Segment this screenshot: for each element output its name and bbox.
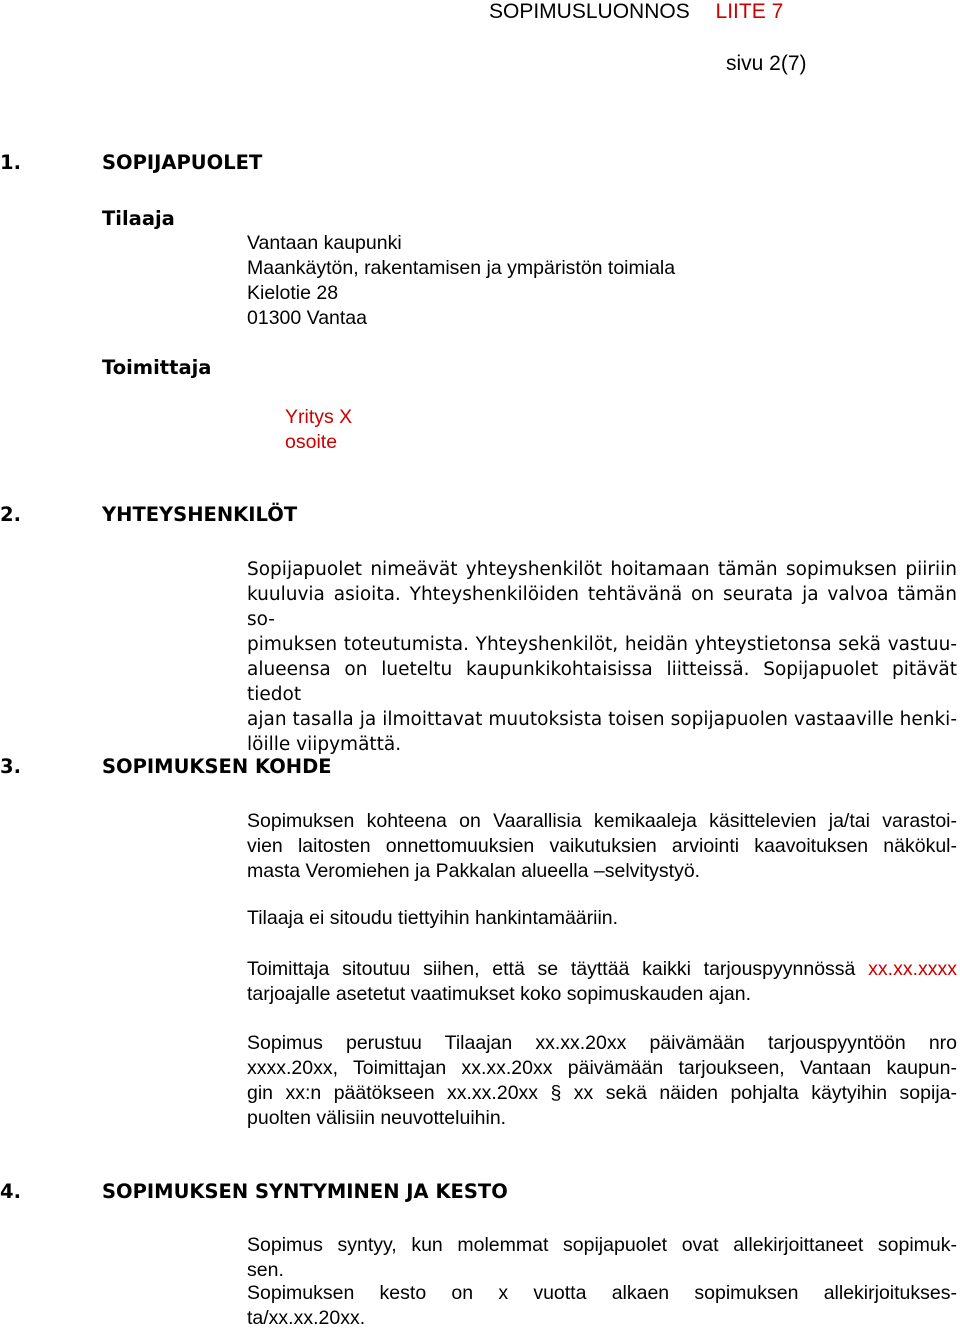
text-line: ajan tasalla ja ilmoittavat muutoksista toisen sopijapuolen vastaaville henki- — [247, 709, 957, 730]
text-segment: Toimittaja sitoutuu siihen, että se täyttää kaikki tarjouspyynnössä — [247, 958, 856, 980]
text-line: tarjoajalle asetetut vaatimukset koko sopimuskauden ajan. — [247, 983, 752, 1005]
text-line: gin xx:n päätökseen xx.xx.20xx § xx sekä näiden pohjalta käytyihin sopija- — [247, 1082, 957, 1104]
text-line: löille viipymättä. — [247, 734, 402, 755]
section-3-paragraph-2 — [247, 906, 957, 931]
section-2-title: YHTEYSHENKILÖT — [102, 503, 298, 526]
section-3-paragraph-3 — [247, 957, 957, 1007]
text-line: xxxx.20xx, Toimittajan xx.xx.20xx päivämään tarjoukseen, Vantaan kaupun- — [247, 1057, 957, 1079]
text-line: pimuksen toteutumista. Yhteyshenkilöt, heidän yhteystietonsa sekä vastuu- — [247, 634, 957, 655]
attachment-label: LIITE 7 — [715, 0, 784, 23]
section-3-title: SOPIMUKSEN KOHDE — [102, 755, 332, 778]
text-line: Sopimus syntyy, kun molemmat sopijapuolet ovat allekirjoittaneet sopimuk- — [247, 1234, 957, 1256]
toimittaja-address — [285, 405, 352, 455]
text-line: Sopimus perustuu Tilaajan xx.xx.20xx päivämään tarjouspyyntöön nro — [247, 1032, 957, 1054]
text-line: Sopijapuolet nimeävät yhteyshenkilöt hoitamaan tämän sopimuksen piiriin — [247, 559, 957, 580]
section-4-number: 4. — [0, 1180, 21, 1203]
text-line — [247, 957, 957, 982]
address-line: osoite — [285, 431, 338, 453]
text-line: Sopimuksen kesto on x vuotta alkaen sopimuksen allekirjoitukses- — [247, 1282, 957, 1304]
text-line: vien laitosten onnettomuuksien vaikutuksien arviointi kaavoituksen näkökul- — [247, 835, 957, 857]
section-4-paragraph-2 — [247, 1281, 957, 1331]
section-3-paragraph-1 — [247, 809, 957, 884]
address-line: Maankäytön, rakentamisen ja ympäristön toimiala — [247, 257, 676, 279]
text-line: masta Veromiehen ja Pakkalan alueella –selvitystyö. — [247, 860, 701, 882]
tilaaja-address — [247, 231, 675, 331]
section-3-paragraph-4 — [247, 1031, 957, 1131]
section-4-paragraph-1 — [247, 1233, 957, 1283]
section-4-title: SOPIMUKSEN SYNTYMINEN JA KESTO — [102, 1180, 508, 1203]
text-line: alueensa on lueteltu kaupunkikohtaisissa liitteissä. Sopijapuolet pitävät tiedot — [247, 659, 957, 705]
tilaaja-label: Tilaaja — [102, 207, 175, 230]
date-placeholder: xx.xx.xxxx — [868, 958, 957, 980]
text-line: ta/xx.xx.20xx. — [247, 1307, 366, 1329]
text-line: puolten välisiin neuvotteluihin. — [247, 1107, 507, 1129]
text-line: Sopimuksen kohteena on Vaarallisia kemikaaleja käsittelevien ja/tai varastoi- — [247, 810, 957, 832]
address-line: Yritys X — [285, 406, 353, 428]
section-1-title: SOPIJAPUOLET — [102, 151, 263, 174]
section-2-number: 2. — [0, 503, 21, 526]
document-header — [489, 0, 783, 24]
text-line: Tilaaja ei sitoudu tiettyihin hankintamääriin. — [247, 907, 619, 929]
section-1-number: 1. — [0, 151, 21, 174]
section-3-number: 3. — [0, 755, 21, 778]
document-title: SOPIMUSLUONNOS — [489, 0, 690, 23]
address-line: Kielotie 28 — [247, 282, 339, 304]
address-line: Vantaan kaupunki — [247, 232, 402, 254]
page-number: sivu 2(7) — [726, 52, 807, 75]
toimittaja-label: Toimittaja — [102, 356, 212, 379]
section-2-paragraph — [247, 557, 957, 757]
address-line: 01300 Vantaa — [247, 307, 367, 329]
text-line: kuuluvia asioita. Yhteyshenkilöiden tehtävänä on seurata ja valvoa tämän so- — [247, 584, 957, 630]
text-line: sen. — [247, 1259, 284, 1281]
